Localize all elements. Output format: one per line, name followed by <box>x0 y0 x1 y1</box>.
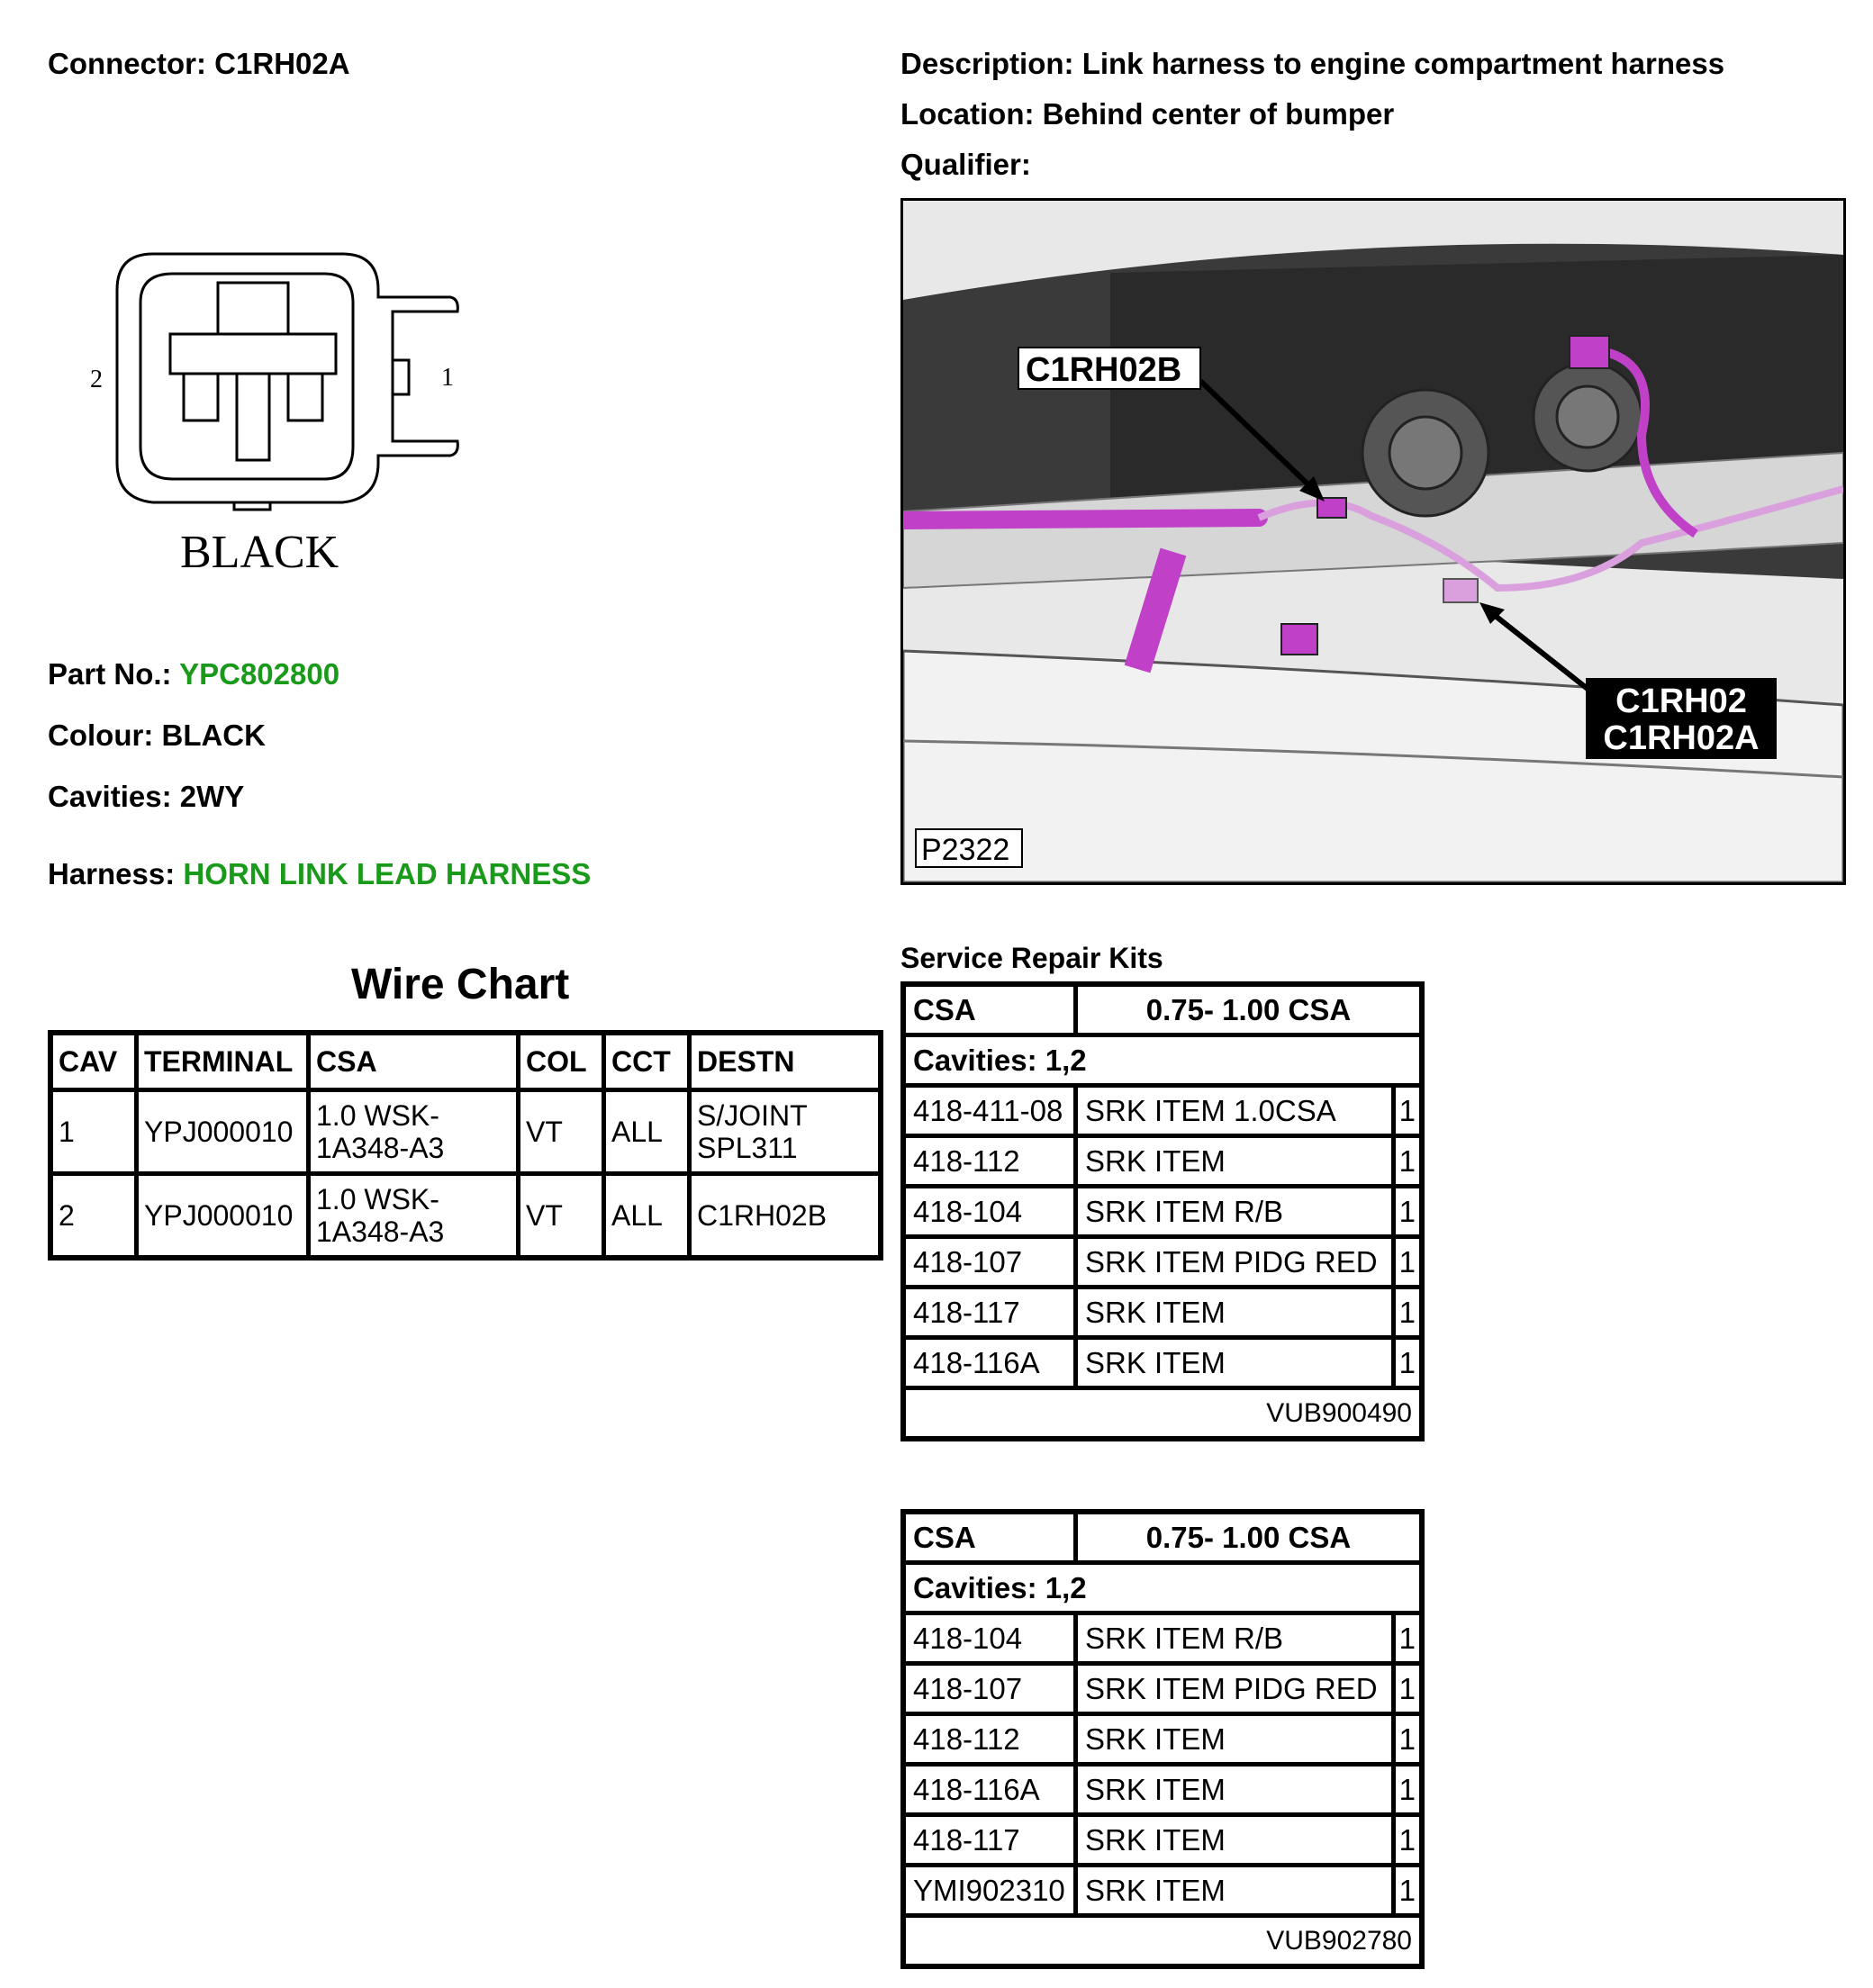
description-line <box>900 47 1724 81</box>
terminal-stem <box>237 374 269 460</box>
cell-csa-line-1: 1.0 WSK- <box>316 1099 439 1132</box>
cell-destn-line-1: S/JOINT <box>697 1099 808 1132</box>
srk-item-code: 418-104 <box>903 1187 1076 1237</box>
wire-chart-header-row <box>50 1033 881 1090</box>
terminal-t-body <box>170 334 336 374</box>
connector-c1rh02a-mark <box>1443 579 1478 602</box>
srk-item-code: 418-104 <box>903 1613 1076 1664</box>
location-value: Behind center of bumper <box>1042 97 1395 131</box>
terminal-right-slot <box>288 374 322 420</box>
srk-item-code: 418-411-08 <box>903 1086 1076 1136</box>
srk-item-qty: 1 <box>1393 1815 1422 1866</box>
srk-item-desc: SRK ITEM <box>1076 1815 1394 1866</box>
harness-value[interactable]: HORN LINK LEAD HARNESS <box>183 857 592 890</box>
srk-item-code: 418-107 <box>903 1664 1076 1714</box>
part-no-value[interactable]: YPC802800 <box>179 657 340 691</box>
description-label: Description: <box>900 47 1074 80</box>
latch-window <box>393 360 409 394</box>
table-row <box>903 1765 1422 1815</box>
srk-item-qty: 1 <box>1393 1714 1422 1765</box>
srk-cavities: Cavities: 1,2 <box>903 1563 1422 1613</box>
photo-reference: P2322 <box>921 833 1010 867</box>
table-row <box>903 1664 1422 1714</box>
cavities-label: Cavities: <box>48 780 172 813</box>
srk-item-qty: 1 <box>1393 1288 1422 1338</box>
srk-table-2 <box>900 1509 1425 1969</box>
srk-item-code: 418-116A <box>903 1765 1076 1815</box>
cell-destn <box>690 1090 882 1174</box>
header-terminal: TERMINAL <box>137 1033 309 1090</box>
srk-item-code: YMI902310 <box>903 1866 1076 1916</box>
table-row <box>903 1237 1422 1288</box>
cell-cav: 2 <box>50 1174 137 1259</box>
diagram-colour-label: BLACK <box>180 527 339 578</box>
connector-face-diagram <box>72 243 486 594</box>
srk-item-desc: SRK ITEM R/B <box>1076 1187 1394 1237</box>
service-kits-title: Service Repair Kits <box>900 942 1163 974</box>
cell-cav: 1 <box>50 1090 137 1174</box>
wire-chart-table <box>48 1030 883 1261</box>
srk-kit-number: VUB900490 <box>903 1388 1422 1440</box>
qualifier-label: Qualifier: <box>900 148 1031 181</box>
connector-line <box>48 47 350 81</box>
table-row <box>903 1338 1422 1388</box>
srk-item-qty: 1 <box>1393 1136 1422 1187</box>
srk-item-desc: SRK ITEM <box>1076 1288 1394 1338</box>
cell-cct: ALL <box>604 1174 690 1259</box>
table-row <box>903 1714 1422 1765</box>
srk-csa-label: CSA <box>903 1512 1076 1563</box>
terminal-left-slot <box>184 374 218 420</box>
srk-item-code: 418-107 <box>903 1237 1076 1288</box>
terminal-top-tab <box>218 283 288 334</box>
srk-item-qty: 1 <box>1393 1187 1422 1237</box>
srk-csa-value: 0.75- 1.00 CSA <box>1076 984 1423 1035</box>
header-col: COL <box>519 1033 604 1090</box>
location-line <box>900 97 1394 131</box>
colour-value: BLACK <box>161 718 266 752</box>
header-cav: CAV <box>50 1033 137 1090</box>
location-photo <box>900 198 1846 885</box>
connector-value: C1RH02A <box>214 47 350 80</box>
cell-csa-line-2: 1A348-A3 <box>316 1132 445 1164</box>
srk-item-code: 418-117 <box>903 1815 1076 1866</box>
table-row <box>903 1613 1422 1664</box>
header-destn: DESTN <box>690 1033 882 1090</box>
cell-terminal: YPJ000010 <box>137 1174 309 1259</box>
callout-c1rh02: C1RH02 <box>1615 682 1747 720</box>
wire-chart-title: Wire Chart <box>351 961 570 1008</box>
connector-label: Connector: <box>48 47 206 80</box>
cell-col: VT <box>519 1090 604 1174</box>
header-csa: CSA <box>309 1033 519 1090</box>
srk-item-qty: 1 <box>1393 1664 1422 1714</box>
srk-item-qty: 1 <box>1393 1613 1422 1664</box>
srk-item-desc: SRK ITEM <box>1076 1136 1394 1187</box>
connector-c1rh02b-mark <box>1317 498 1346 518</box>
srk-item-qty: 1 <box>1393 1086 1422 1136</box>
pin-label-1: 1 <box>441 364 454 392</box>
srk-kit-number: VUB902780 <box>903 1916 1422 1967</box>
srk-item-desc: SRK ITEM <box>1076 1338 1394 1388</box>
cell-terminal: YPJ000010 <box>137 1090 309 1174</box>
srk-item-qty: 1 <box>1393 1338 1422 1388</box>
horn-right-icon <box>1534 363 1642 471</box>
callout-c1rh02b: C1RH02B <box>1026 351 1182 389</box>
table-row <box>903 1815 1422 1866</box>
srk-item-desc: SRK ITEM PIDG RED <box>1076 1237 1394 1288</box>
srk-table-1 <box>900 981 1425 1441</box>
table-row <box>50 1174 881 1259</box>
srk-cavities: Cavities: 1,2 <box>903 1035 1422 1086</box>
srk-item-code: 418-112 <box>903 1136 1076 1187</box>
harness-line <box>48 857 591 891</box>
table-row <box>50 1090 881 1174</box>
cell-csa-line-1: 1.0 WSK- <box>316 1183 439 1215</box>
cell-csa-line-2: 1A348-A3 <box>316 1215 445 1248</box>
part-no-label: Part No.: <box>48 657 172 691</box>
description-value: Link harness to engine compartment harness <box>1081 47 1725 80</box>
harness-label: Harness: <box>48 857 176 890</box>
cell-csa <box>309 1174 519 1259</box>
cell-destn <box>690 1174 882 1259</box>
pin-label-2: 2 <box>90 366 103 393</box>
srk-item-qty: 1 <box>1393 1237 1422 1288</box>
cavities-line <box>48 780 244 814</box>
cell-col: VT <box>519 1174 604 1259</box>
cell-csa <box>309 1090 519 1174</box>
header-cct: CCT <box>604 1033 690 1090</box>
srk-item-code: 418-117 <box>903 1288 1076 1338</box>
srk-item-desc: SRK ITEM 1.0CSA <box>1076 1086 1394 1136</box>
srk-item-desc: SRK ITEM R/B <box>1076 1613 1394 1664</box>
table-row <box>903 1288 1422 1338</box>
srk-item-qty: 1 <box>1393 1866 1422 1916</box>
colour-line <box>48 718 266 753</box>
cell-cct: ALL <box>604 1090 690 1174</box>
srk-csa-label: CSA <box>903 984 1076 1035</box>
srk-item-qty: 1 <box>1393 1765 1422 1815</box>
table-row <box>903 1866 1422 1916</box>
callout-c1rh02a: C1RH02A <box>1603 719 1760 757</box>
part-no-line <box>48 657 339 691</box>
srk-item-desc: SRK ITEM <box>1076 1714 1394 1765</box>
table-row <box>903 1136 1422 1187</box>
srk-item-code: 418-112 <box>903 1714 1076 1765</box>
qualifier-line <box>900 148 1031 182</box>
horn-left-icon <box>1362 390 1488 516</box>
srk-csa-value: 0.75- 1.00 CSA <box>1076 1512 1423 1563</box>
colour-label: Colour: <box>48 718 154 752</box>
cell-destn-line-2: SPL311 <box>697 1132 798 1164</box>
srk-item-desc: SRK ITEM <box>1076 1866 1394 1916</box>
srk-item-desc: SRK ITEM PIDG RED <box>1076 1664 1394 1714</box>
srk-item-code: 418-116A <box>903 1338 1076 1388</box>
cavities-value: 2WY <box>179 780 245 813</box>
cell-destn-line-1: C1RH02B <box>697 1199 828 1232</box>
location-label: Location: <box>900 97 1035 131</box>
harness-main <box>903 518 1259 520</box>
table-row <box>903 1086 1422 1136</box>
srk-item-desc: SRK ITEM <box>1076 1765 1394 1815</box>
table-row <box>903 1187 1422 1237</box>
